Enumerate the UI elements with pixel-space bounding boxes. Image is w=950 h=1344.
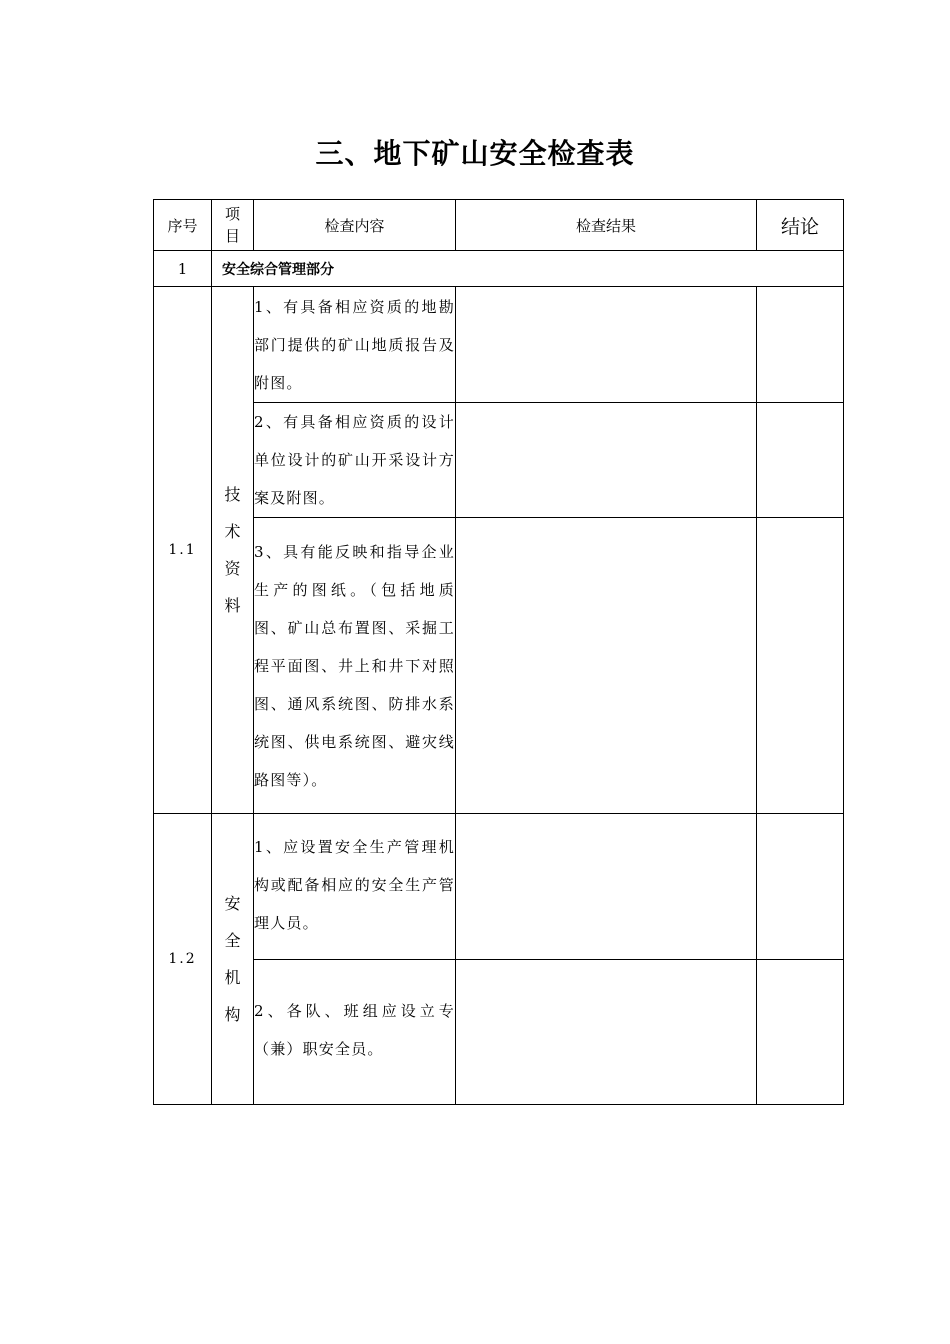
page-title: 三、地下矿山安全检查表 bbox=[315, 137, 635, 170]
group-item bbox=[212, 814, 254, 1105]
conclusion-cell[interactable] bbox=[757, 403, 844, 518]
conclusion-cell[interactable] bbox=[757, 814, 844, 960]
table-row bbox=[154, 518, 844, 814]
check-content: 2、各队、班组应设立专（兼）职安全员。 bbox=[254, 960, 456, 1105]
group-item-char: 技 bbox=[224, 485, 241, 504]
header-seq: 序号 bbox=[154, 200, 212, 251]
group-item bbox=[212, 287, 254, 814]
table-row bbox=[154, 287, 844, 403]
check-content: 2、有具备相应资质的设计单位设计的矿山开采设计方案及附图。 bbox=[254, 403, 456, 518]
header-conclusion: 结论 bbox=[757, 200, 844, 251]
section-row bbox=[154, 251, 844, 287]
group-item-char: 术 bbox=[224, 522, 241, 541]
inspection-table bbox=[153, 199, 844, 1105]
check-result-cell[interactable] bbox=[456, 403, 757, 518]
check-result-cell[interactable] bbox=[456, 960, 757, 1105]
table-header-row bbox=[154, 200, 844, 251]
check-content: 1、应设置安全生产管理机构或配备相应的安全生产管理人员。 bbox=[254, 814, 456, 960]
conclusion-cell[interactable] bbox=[757, 960, 844, 1105]
header-content: 检查内容 bbox=[254, 200, 456, 251]
group-item-char: 全 bbox=[224, 931, 241, 950]
check-result-cell[interactable] bbox=[456, 287, 757, 403]
header-result: 检查结果 bbox=[456, 200, 757, 251]
section-number: 1 bbox=[154, 251, 212, 287]
table-row bbox=[154, 960, 844, 1105]
check-content: 3、具有能反映和指导企业生产的图纸。（包括地质图、矿山总布置图、采掘工程平面图、井上和井下对照图、通风系统图、防排水系统图、供电系统图、避灾线路图等）。 bbox=[254, 518, 456, 814]
check-content: 1、有具备相应资质的地勘部门提供的矿山地质报告及附图。 bbox=[254, 287, 456, 403]
group-item-char: 资 bbox=[224, 559, 241, 578]
header-item bbox=[212, 200, 254, 251]
conclusion-cell[interactable] bbox=[757, 287, 844, 403]
group-item-char: 机 bbox=[224, 968, 241, 987]
group-seq: 1.2 bbox=[154, 814, 212, 1105]
check-result-cell[interactable] bbox=[456, 814, 757, 960]
conclusion-cell[interactable] bbox=[757, 518, 844, 814]
check-result-cell[interactable] bbox=[456, 518, 757, 814]
group-item-char: 安 bbox=[224, 894, 241, 913]
header-item-line2: 目 bbox=[224, 227, 240, 245]
group-item-char: 料 bbox=[224, 596, 241, 615]
table-row bbox=[154, 814, 844, 960]
group-seq: 1.1 bbox=[154, 287, 212, 814]
table-row bbox=[154, 403, 844, 518]
header-item-line1: 项 bbox=[224, 205, 240, 223]
group-item-char: 构 bbox=[224, 1005, 241, 1024]
section-name: 安全综合管理部分 bbox=[212, 251, 844, 287]
